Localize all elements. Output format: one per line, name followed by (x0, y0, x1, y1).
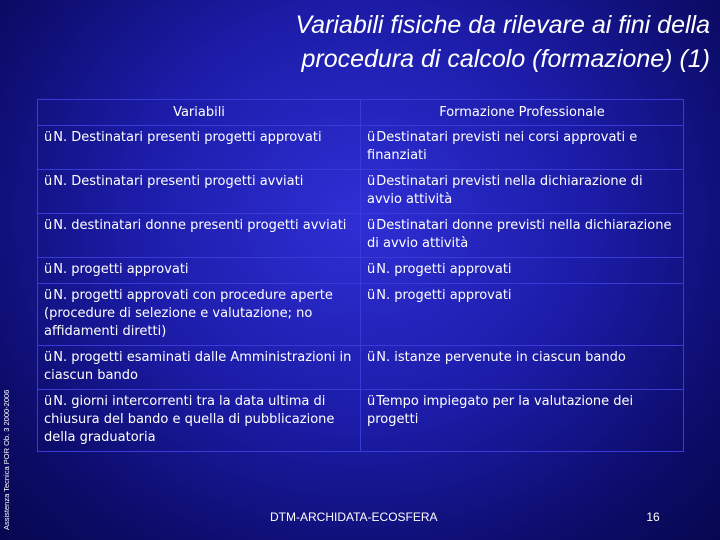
cell-formazione (361, 390, 684, 452)
table-row (38, 346, 684, 390)
cell-text: N. progetti esaminati dalle Amministrazioni in ciascun bando (44, 350, 352, 383)
check-icon: ü (367, 130, 376, 145)
cell-text: N. progetti approvati con procedure aperte (procedure di selezione e valutazione; no affidamenti diretti) (44, 288, 333, 339)
cell-formazione (361, 346, 684, 390)
table-row (38, 214, 684, 258)
check-icon: ü (367, 288, 376, 303)
cell-variabile (38, 170, 361, 214)
cell-variabile (38, 390, 361, 452)
cell-text: N. progetti approvati (376, 288, 512, 303)
cell-text: Destinatari previsti nella dichiarazione di avvio attività (367, 174, 643, 207)
table-header-row (38, 100, 684, 126)
cell-variabile (38, 284, 361, 346)
cell-text: N. progetti approvati (53, 262, 189, 277)
side-label: Assistenza Tecnica POR Ob. 3 2000-2006 (2, 389, 11, 530)
check-icon: ü (44, 218, 53, 233)
cell-formazione (361, 258, 684, 284)
cell-formazione (361, 284, 684, 346)
table-row (38, 126, 684, 170)
cell-text: Destinatari previsti nei corsi approvati e finanziati (367, 130, 638, 163)
slide-title-line-2: procedura di calcolo (formazione) (1) (301, 45, 710, 73)
check-icon: ü (44, 350, 53, 365)
check-icon: ü (44, 394, 53, 409)
cell-variabile (38, 126, 361, 170)
cell-text: N. progetti approvati (376, 262, 512, 277)
cell-formazione (361, 126, 684, 170)
slide-title (150, 8, 710, 76)
cell-formazione (361, 170, 684, 214)
check-icon: ü (367, 262, 376, 277)
cell-text: Tempo impiegato per la valutazione dei progetti (367, 394, 634, 427)
check-icon: ü (44, 130, 53, 145)
header-formazione-professionale: Formazione Professionale (361, 100, 684, 126)
footer-text: DTM-ARCHIDATA-ECOSFERA (270, 510, 438, 524)
check-icon: ü (44, 262, 53, 277)
cell-text: N. giorni intercorrenti tra la data ultima di chiusura del bando e quella di pubblicazione della graduatoria (44, 394, 335, 445)
check-icon: ü (44, 288, 53, 303)
cell-formazione (361, 214, 684, 258)
check-icon: ü (367, 350, 376, 365)
table-row (38, 284, 684, 346)
header-variabili: Variabili (38, 100, 361, 126)
table-row (38, 390, 684, 452)
cell-text: N. Destinatari presenti progetti approvati (53, 130, 322, 145)
cell-variabile (38, 346, 361, 390)
page-number: 16 (646, 510, 660, 524)
variables-table (37, 99, 684, 452)
check-icon: ü (367, 218, 376, 233)
cell-text: Destinatari donne previsti nella dichiarazione di avvio attività (367, 218, 672, 251)
check-icon: ü (367, 394, 376, 409)
check-icon: ü (367, 174, 376, 189)
cell-variabile (38, 214, 361, 258)
slide-title-line-1: Variabili fisiche da rilevare ai fini della (295, 11, 710, 39)
cell-text: N. destinatari donne presenti progetti avviati (53, 218, 347, 233)
table-row (38, 258, 684, 284)
cell-text: N. istanze pervenute in ciascun bando (376, 350, 626, 365)
cell-variabile (38, 258, 361, 284)
table-row (38, 170, 684, 214)
check-icon: ü (44, 174, 53, 189)
cell-text: N. Destinatari presenti progetti avviati (53, 174, 304, 189)
